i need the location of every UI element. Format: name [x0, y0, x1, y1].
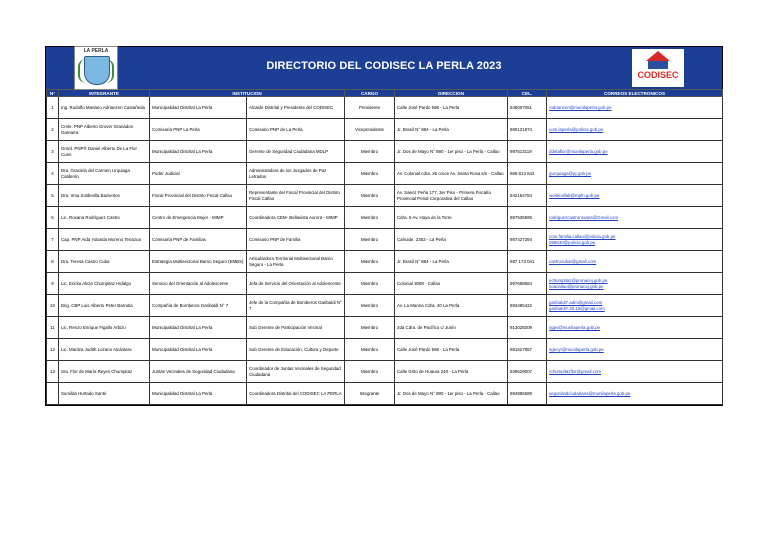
cel-cell: 997535595: [508, 207, 547, 229]
integrante-cell: Dra. Irma Soldevilla Bazientos: [59, 185, 150, 207]
correos-cell: [547, 251, 723, 273]
institucion-cell: Municipalidad Distrital La Perla: [150, 317, 247, 339]
email-link[interactable]: rchumpitazflor@gmail.com: [549, 368, 602, 374]
funcion-cell: Sub Gerente de Participación Vecinal: [247, 317, 345, 339]
direccion-cell: Av. La Marina Cdra. 40 La Perla: [395, 295, 508, 317]
integrante-cell: Dra. Graciela del Carmen Urquiaga Calderón: [59, 163, 150, 185]
integrante-cell: Sra. Flor de María Reyes Chumpitaz: [59, 361, 150, 383]
row-number: 7: [47, 229, 59, 251]
table-row: [47, 97, 723, 119]
direccion-cell: Jr. Dos de Mayo N° 880 - 1er piso - La Perla - Callao: [395, 383, 508, 405]
table-header-row: [47, 90, 723, 97]
cel-cell: 939629007: [508, 361, 547, 383]
direccion-cell: Cahuide, 2353 - La Perla: [395, 229, 508, 251]
integrante-cell: Lic. Renzo Enrique Figallo Arbizu: [59, 317, 150, 339]
integrante-cell: Brig. CBP Luis Alberto Peter Barrutia: [59, 295, 150, 317]
row-number: 12: [47, 339, 59, 361]
funcion-cell: Comisario PNP de Familia: [247, 229, 345, 251]
direccion-cell: Jr. Brasil N° 884 - La Perla: [395, 119, 508, 141]
integrante-cell: Cap. PNP Aida Yolanda Moreno Tenazoa: [59, 229, 150, 251]
institucion-cell: Centro de Emergencia Mujer - MIMP: [150, 207, 247, 229]
direccion-cell: Colonial 3088 - Callao: [395, 273, 508, 295]
direccion-cell: 2da Cdra. de Pacífico c/ Junín: [395, 317, 508, 339]
table-row: [47, 163, 723, 185]
header-cel: CEL.: [508, 90, 547, 97]
cargo-cell: Integrante: [345, 383, 395, 405]
email-link[interactable]: 058630@policia.gob.pe: [549, 239, 596, 245]
header-direccion: DIRECCION: [395, 90, 508, 97]
correos-cell: [547, 361, 723, 383]
institucion-cell: Estrategia Multisectorial Barrio Seguro (EMBS): [150, 251, 247, 273]
correos-cell: [547, 383, 723, 405]
direccion-cell: Jr. Brasil N° 884 - La Perla: [395, 251, 508, 273]
cel-cell: 987 173 041: [508, 251, 547, 273]
institucion-cell: Fiscal Provincial del Distrito Fiscal Callao: [150, 185, 247, 207]
table-row: [47, 229, 723, 251]
email-link[interactable]: ddelaflor@munilaperla.gob.pe: [549, 148, 608, 154]
cargo-cell: Miembro: [345, 361, 395, 383]
cargo-cell: Miembro: [345, 163, 395, 185]
table-row: [47, 295, 723, 317]
correos-cell: [547, 163, 723, 185]
directory-sheet: [45, 46, 723, 406]
integrante-cell: Ing. Rodolfo Mariano Adrianzen Castañeda: [59, 97, 150, 119]
direccion-cell: Calle José Pardo 598 - La Perla: [395, 97, 508, 119]
row-number: 1: [47, 97, 59, 119]
la-perla-logo-text: LA PERLA: [83, 48, 109, 54]
table-row: [47, 383, 723, 405]
row-number: 11: [47, 317, 59, 339]
direccion-cell: Calle Grito de Huaura 240 - La Perla: [395, 361, 508, 383]
cel-cell: 913025009: [508, 317, 547, 339]
table-body: [47, 97, 723, 405]
integrante-cell: Sumilda Hurtado Santé: [59, 383, 150, 405]
funcion-cell: Representante del Fiscal Provincial del Distrito Fiscal Callao: [247, 185, 345, 207]
cargo-cell: Miembro: [345, 295, 395, 317]
codisec-logo-text: CODISEC: [637, 70, 679, 80]
cel-cell: 987427394: [508, 229, 547, 251]
institucion-cell: Servicio del Orientación al Adolescente: [150, 273, 247, 295]
table-row: [47, 251, 723, 273]
email-link[interactable]: garibaldi7.adm@gmail.com: [549, 299, 603, 305]
cel-cell: 980121874: [508, 119, 547, 141]
row-number: 3: [47, 141, 59, 163]
email-link[interactable]: sgecyr@munilaperla.gob.pe: [549, 346, 604, 352]
email-link[interactable]: soacallao@pronacej.gob.pe: [549, 283, 604, 289]
title-band: [46, 47, 722, 89]
funcion-cell: Sub Gerente de Educación, Cultura y Deporte: [247, 339, 345, 361]
cargo-cell: Miembro: [345, 229, 395, 251]
row-number: [47, 383, 59, 405]
email-link[interactable]: seguridadciudadana@munilaperla.gob.pe: [549, 390, 631, 396]
institucion-cell: Compañía de Bomberos Garibaldi N° 7: [150, 295, 247, 317]
email-link[interactable]: echumpitaz@pronacej.gob.pe: [549, 277, 608, 283]
header-institucion: INSTITUCION: [150, 90, 345, 97]
integrante-cell: Lic. Roxana Rodríguez Castro: [59, 207, 150, 229]
funcion-cell: Administradora de los Juzgados de Paz Letrados: [247, 163, 345, 185]
direccion-cell: Av. Saenz Peña 177, 3er Piso - Primera Fiscalía Provincial Penal Corporativa del Callao: [395, 185, 508, 207]
email-link[interactable]: garibaldi7.30.15@gmail.com: [549, 305, 605, 311]
header-integrante: INTEGRANTE: [59, 90, 150, 97]
codisec-logo: [632, 49, 684, 87]
cargo-cell: Miembro: [345, 185, 395, 207]
correos-cell: [547, 97, 723, 119]
funcion-cell: Coordinadora CEM- Bellavista Aurora - MIMP: [247, 207, 345, 229]
table-row: [47, 317, 723, 339]
header-number: N°: [47, 90, 59, 97]
funcion-cell: Comisario PNP de La Perla: [247, 119, 345, 141]
cel-cell: 948007051: [508, 97, 547, 119]
row-number: 9: [47, 273, 59, 295]
funcion-cell: Jefe de la Compañía de Bomberos Garibaldi N° 7: [247, 295, 345, 317]
correos-cell: [547, 317, 723, 339]
directory-table: [46, 89, 723, 405]
row-number: 6: [47, 207, 59, 229]
integrante-cell: Dra. Teresa Castro Cuba: [59, 251, 150, 273]
correos-cell: [547, 273, 723, 295]
table-row: [47, 207, 723, 229]
email-link[interactable]: com.laperla@policia.gob.pe: [549, 126, 604, 132]
cel-cell: 994885589: [508, 383, 547, 405]
cel-cell: 993485422: [508, 295, 547, 317]
direccion-cell: Av. Colonial cdra. 26 cruce Av. Santa Rosa s/n - Callao: [395, 163, 508, 185]
row-number: 4: [47, 163, 59, 185]
house-body-icon: [648, 61, 668, 69]
institucion-cell: Juntas Vecinales de Seguridad Ciudadana: [150, 361, 247, 383]
cargo-cell: Miembro: [345, 273, 395, 295]
institucion-cell: Comisaría PNP de Familias: [150, 229, 247, 251]
direccion-cell: Jr. Dos de Mayo N° 880 - 1er piso - La Perla - Callao: [395, 141, 508, 163]
institucion-cell: Municipalidad Distrital La Perla: [150, 141, 247, 163]
integrante-cell: Lic. Ericka Alicia Chumpitaz Hidalgo: [59, 273, 150, 295]
correos-cell: [547, 141, 723, 163]
cel-cell: 981527857: [508, 339, 547, 361]
table-row: [47, 361, 723, 383]
table-row: [47, 141, 723, 163]
row-number: 5: [47, 185, 59, 207]
row-number: 10: [47, 295, 59, 317]
funcion-cell: Coordinador de Juntas Vecinales de Seguridad Ciudadana: [247, 361, 345, 383]
cargo-cell: Presidente: [345, 97, 395, 119]
correos-cell: [547, 339, 723, 361]
correos-cell: [547, 295, 723, 317]
cargo-cell: Miembro: [345, 141, 395, 163]
table-row: [47, 119, 723, 141]
cargo-cell: Miembro: [345, 207, 395, 229]
direccion-cell: Calle José Pardo 598 - La Perla: [395, 339, 508, 361]
cel-cell: 969 813 642: [508, 163, 547, 185]
table-row: [47, 339, 723, 361]
cargo-cell: Miembro: [345, 339, 395, 361]
funcion-cell: Alcalde Distrital y Presidente del CODISEC: [247, 97, 345, 119]
institucion-cell: Municipalidad Distrital La Perla: [150, 339, 247, 361]
email-link[interactable]: castrocubat@gmail.com: [549, 258, 597, 264]
funcion-cell: Coordinadora Distrital del CODISEC LA PERLA: [247, 383, 345, 405]
correos-cell: [547, 119, 723, 141]
header-cargo: CARGO: [345, 90, 395, 97]
cel-cell: 997688584: [508, 273, 547, 295]
cargo-cell: Miembro: [345, 251, 395, 273]
page-title: DIRECTORIO DEL CODISEC LA PERLA 2023: [266, 60, 502, 72]
row-number: 13: [47, 361, 59, 383]
email-link[interactable]: gurquiaga@pj.gob.pe: [549, 170, 592, 176]
funcion-cell: Jefa de Servicio del Orientación al Adolescente: [247, 273, 345, 295]
table-row: [47, 185, 723, 207]
institucion-cell: Poder Judicial: [150, 163, 247, 185]
cel-cell: 997513119: [508, 141, 547, 163]
email-link[interactable]: isoldevillab@mpfn.gob.pe: [549, 192, 600, 198]
integrante-cell: Crnle. PNP Alberto Grover Granados Gamarra: [59, 119, 150, 141]
row-number: 2: [47, 119, 59, 141]
email-link[interactable]: rodrianzen@munilaperla.gob.pe: [549, 104, 612, 110]
table-row: [47, 273, 723, 295]
integrante-cell: Lic. Maritza Judith Lozano Alcántara: [59, 339, 150, 361]
email-link[interactable]: com.familia.callao@policia.gob.pe: [549, 233, 616, 239]
funcion-cell: Gerente de Seguridad Ciudadana MDLP: [247, 141, 345, 163]
cargo-cell: Miembro: [345, 317, 395, 339]
house-roof-icon: [646, 51, 670, 61]
institucion-cell: Municipalidad Distrital La Perla: [150, 97, 247, 119]
integrante-cell: Gmrd. PNP® Daniel Alberto De La Flor Cuen: [59, 141, 150, 163]
funcion-cell: Articulardora Territorial Multisectorial Barrio Seguro - La Perla: [247, 251, 345, 273]
row-number: 8: [47, 251, 59, 273]
correos-cell: [547, 229, 723, 251]
header-correos: CORREOS ELECTRONICOS: [547, 90, 723, 97]
correos-cell: [547, 185, 723, 207]
institucion-cell: Comisaría PNP La Perla: [150, 119, 247, 141]
institucion-cell: Municipalidad Distrital La Perla: [150, 383, 247, 405]
cel-cell: 942154784: [508, 185, 547, 207]
direccion-cell: Cdra. 5 Av. Haya de la Torre: [395, 207, 508, 229]
email-link[interactable]: rodriguezcastroroxana@Gmail.com: [549, 214, 619, 220]
cargo-cell: Vicepresidente: [345, 119, 395, 141]
correos-cell: [547, 207, 723, 229]
email-link[interactable]: sgpv@munilaperla.gob.pe: [549, 324, 601, 330]
